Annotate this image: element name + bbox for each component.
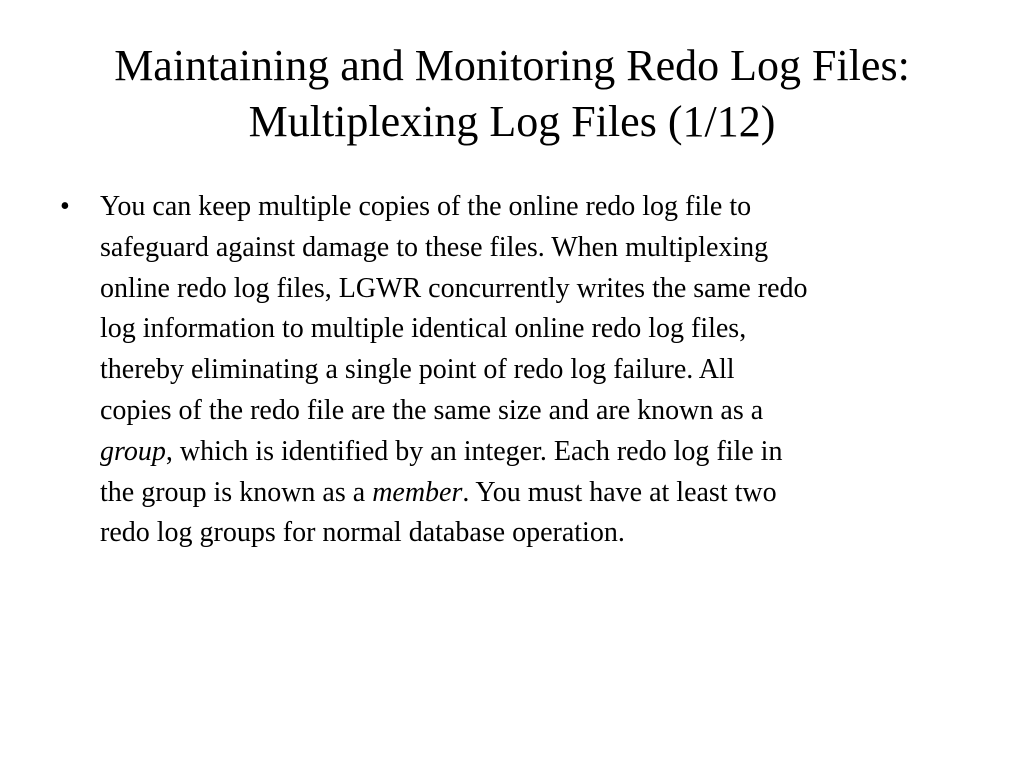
bullet-list (58, 187, 968, 554)
bullet-text-line: online redo log files, LGWR concurrently writes the same redo (100, 272, 808, 304)
bullet-text-line: You can keep multiple copies of the online redo log file to (100, 191, 752, 222)
bullet-text-line: log information to multiple identical online redo log files, (100, 313, 747, 345)
bullet-text-line: redo log groups for normal database operation. (100, 517, 625, 549)
bullet-item (58, 187, 968, 554)
bullet-text-line (100, 432, 968, 473)
bullet-text-line: safeguard against damage to these files. When multiplexing (100, 231, 769, 263)
slide-title (40, 38, 984, 150)
bullet-text-line: thereby eliminating a single point of redo log failure. All (100, 354, 735, 386)
term-member: member (372, 476, 463, 508)
bullet-text-fragment: the group is known as a (100, 476, 373, 508)
bullet-dot-icon: • (60, 191, 70, 222)
bullet-text-fragment: , which is identified by an integer. Each redo log file in (165, 435, 783, 467)
slide-title-line-2: Multiplexing Log Files (1/12) (248, 97, 776, 146)
bullet-text-line (100, 473, 968, 514)
bullet-text-line: copies of the redo file are the same size and are known as a (100, 394, 764, 426)
slide-title-line-1: Maintaining and Monitoring Redo Log Files: (114, 41, 910, 90)
term-group: group (100, 435, 166, 467)
bullet-text-fragment: . You must have at least two (462, 476, 777, 508)
